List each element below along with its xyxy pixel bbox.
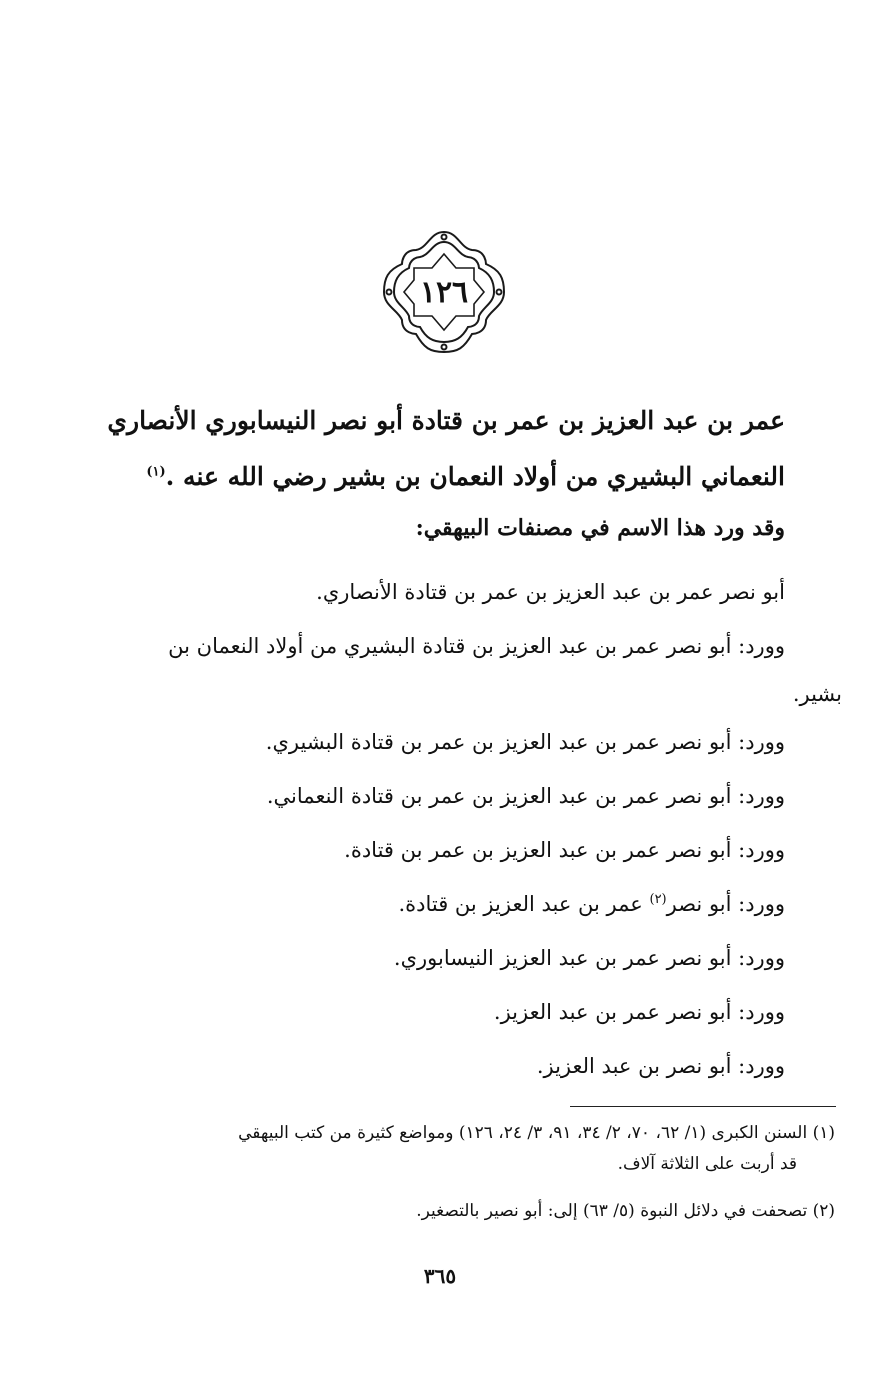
footnote-divider [570,1106,836,1107]
variant-line: أبو نصر عمر بن عبد العزيز بن عمر بن قتادة الأنصاري. [316,580,785,604]
page-number: ٣٦٥ [423,1264,457,1288]
footnote-1-continuation: قد أربت على الثلاثة آلاف. [617,1154,797,1174]
footnote-1: (١) السنن الكبرى (١/ ٦٢، ٧٠، ٢/ ٣٤، ٩١، ٣/ ٢٤، ١٢٦) ومواضع كثيرة من كتب البيهقي [238,1123,835,1143]
heading-line-2-text: النعماني البشيري من أولاد النعمان بن بشير رضي الله عنه . [165,462,785,491]
variant-line-continuation: بشير. [792,682,842,706]
entry-heading [60,393,785,505]
variant-line: وورد: أبو نصر بن عبد العزيز. [536,1054,785,1078]
heading-line-1: عمر بن عبد العزيز بن عمر بن قتادة أبو نصر النيسابوري الأنصاري [107,406,785,435]
variant-line: وورد: أبو نصر عمر بن عبد العزيز بن عمر بن قتادة. [344,838,785,862]
variant-line-part: وورد: أبو نصر [666,892,785,916]
variant-line-part: عمر بن عبد العزيز بن قتادة. [398,892,650,916]
variant-line: وورد: أبو نصر عمر بن عبد العزيز بن عمر بن قتادة البشيري. [265,730,785,754]
variant-line: وورد: أبو نصر عمر بن عبد العزيز. [493,1000,785,1024]
entry-number-ornament [380,228,508,356]
footnotes [35,1118,835,1226]
footnote-2: (٢) تصحفت في دلائل النبوة (٥/ ٦٣) إلى: أبو نصير بالتصغير. [416,1201,835,1221]
footnote-ref-2: (٢) [649,892,667,907]
variant-line: وورد: أبو نصر عمر بن عبد العزيز بن عمر بن قتادة النعماني. [266,784,785,808]
variant-line: وورد: أبو نصر عمر بن عبد العزيز بن قتادة البشيري من أولاد النعمان بن [168,634,785,658]
intro-text: وقد ورد هذا الاسم في مصنفات البيهقي: [415,515,785,541]
variant-line: وورد: أبو نصر عمر بن عبد العزيز النيسابوري. [393,946,785,970]
heading-line-2 [60,449,785,505]
footnote-ref-1: (١) [146,464,166,480]
entry-number: ١٢٦ [419,274,469,310]
variant-line [60,877,785,931]
name-variants [60,565,842,1093]
